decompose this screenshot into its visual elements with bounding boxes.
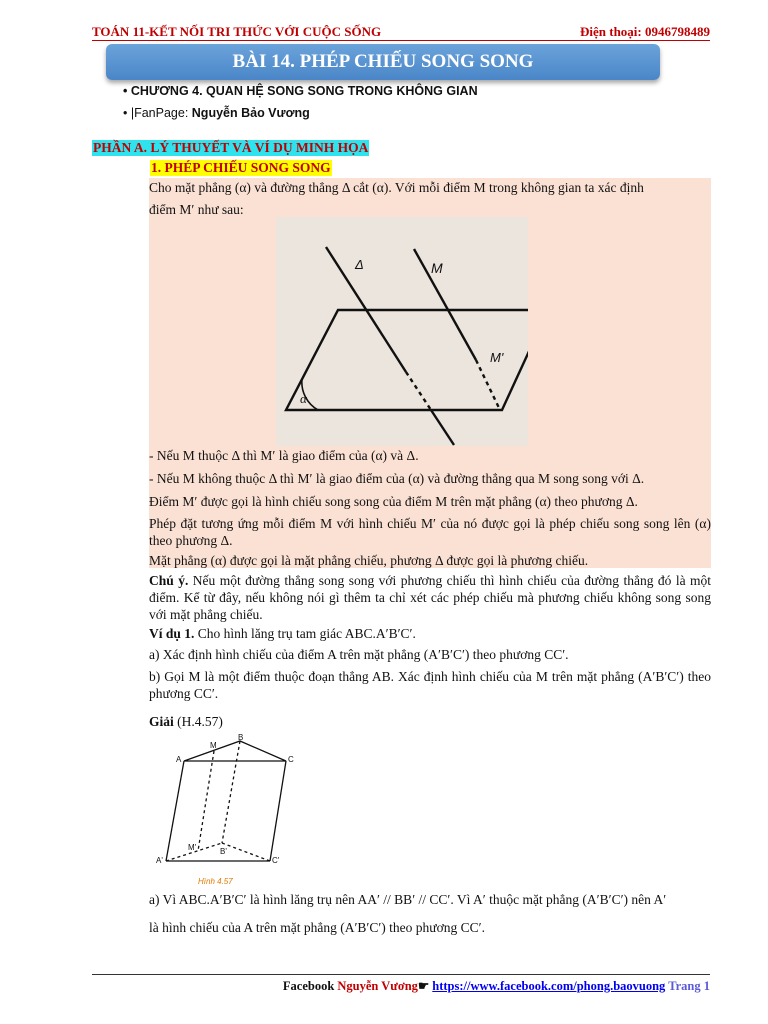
example-part-a: a) Xác định hình chiếu của điểm A trên mặt phẳng (A′B′C′) theo phương CC′.	[149, 647, 569, 662]
fanpage-prefix: • |FanPage:	[123, 106, 192, 120]
delta-label: Δ	[355, 257, 364, 272]
pointing-hand-icon: ☛	[417, 979, 433, 993]
definition-3: Mặt phẳng (α) được gọi là mặt phẳng chiếu, phương Δ được gọi là phương chiếu.	[149, 553, 589, 568]
note-paragraph	[149, 572, 711, 623]
m-line-dashed	[476, 360, 500, 410]
edge-b-c-bottom	[222, 843, 270, 861]
projection-figure	[276, 217, 528, 446]
footer	[283, 978, 710, 994]
fanpage-name: Nguyễn Bảo Vương	[191, 106, 310, 120]
label-m: M	[210, 741, 217, 750]
example-label: Ví dụ 1.	[149, 626, 195, 641]
m-line-top	[414, 249, 476, 360]
example-1	[149, 625, 711, 642]
header-course: TOÁN 11-KẾT NỐI TRI THỨC VỚI CUỘC SỐNG	[92, 24, 382, 39]
label-c-prime: C'	[272, 856, 280, 865]
rule-1: - Nếu M thuộc Δ thì M′ là giao điểm của (α) và Δ.	[149, 448, 419, 463]
header-divider	[92, 40, 710, 41]
facebook-link[interactable]: https://www.facebook.com/phong.baovuong	[432, 979, 666, 993]
delta-line-bottom	[431, 410, 454, 445]
header-phone: Điện thoại: 0946798489	[580, 24, 710, 39]
top-triangle	[184, 741, 286, 761]
m-label: M	[431, 260, 443, 276]
projection-diagram	[276, 217, 528, 446]
label-a-prime: A'	[156, 856, 163, 865]
edge-cc	[270, 761, 286, 861]
solution-a-line-2: là hình chiếu của A trên mặt phẳng (A′B′C′) theo phương CC′.	[149, 920, 485, 935]
edge-mm	[198, 751, 214, 851]
figure-caption: Hình 4.57	[198, 877, 233, 886]
solution-a-line-1: a) Vì ABC.A′B′C′ là hình lăng trụ nên AA′ // BB′ // CC′. Vì A′ thuộc mặt phẳng (A′B′C′) nên A′	[149, 892, 667, 907]
footer-facebook: Facebook	[282, 979, 338, 993]
rule-2: - Nếu M không thuộc Δ thì M′ là giao điểm của (α) và đường thẳng qua M song song với Δ.	[149, 471, 645, 486]
example-text: Cho hình lăng trụ tam giác ABC.A′B′C′.	[197, 626, 416, 641]
solution-ref: (H.4.57)	[177, 714, 223, 729]
delta-line-dashed	[406, 372, 431, 410]
intro-line-2: điểm M′ như sau:	[149, 202, 244, 217]
prism-figure	[154, 733, 296, 889]
example-part-b: b) Gọi M là một điểm thuộc đoạn thẳng AB. Xác định hình chiếu của M trên mặt phẳng (A′B′C′) theo phương CC′.	[149, 669, 711, 701]
label-c: C	[288, 755, 294, 764]
part-a-heading: PHẦN A. LÝ THUYẾT VÀ VÍ DỤ MINH HỌA	[93, 140, 369, 155]
label-b-prime: B'	[220, 847, 227, 856]
footer-author: Nguyễn Vương	[337, 979, 418, 993]
page-number: Trang 1	[665, 979, 710, 993]
note-label: Chú ý.	[149, 573, 189, 588]
note-text: Nếu một đường thẳng song song với phương chiếu thì hình chiếu của đường thẳng đó là một điểm. Kể từ đây, nếu không nói gì thêm ta chỉ xét các phép chiếu mà phương chiếu không song song với mặt phẳng chiếu.	[149, 573, 712, 622]
solution-heading	[149, 713, 711, 730]
edge-bb	[222, 741, 240, 843]
m-prime-label: M'	[490, 350, 504, 365]
chapter-bullet: • CHƯƠNG 4. QUAN HỆ SONG SONG TRONG KHÔNG GIAN	[123, 84, 478, 98]
solution-label: Giải	[149, 714, 174, 729]
label-b: B	[238, 733, 244, 742]
prism-diagram	[154, 733, 296, 889]
label-a: A	[176, 755, 182, 764]
edge-aa	[166, 761, 184, 861]
definition-2: Phép đặt tương ứng mỗi điểm M với hình chiếu M′ của nó được gọi là phép chiếu song song lên (α) theo phương Δ.	[149, 516, 711, 548]
definition-1: Điểm M′ được gọi là hình chiếu song song của điểm M trên mặt phẳng (α) theo phương Δ.	[149, 494, 638, 509]
section-1-heading: 1. PHÉP CHIẾU SONG SONG	[151, 160, 331, 175]
label-m-prime: M'	[188, 843, 197, 852]
intro-line-1: Cho mặt phẳng (α) và đường thẳng Δ cắt (α). Với mỗi điểm M trong không gian ta xác định	[149, 180, 644, 195]
lesson-title: BÀI 14. PHÉP CHIẾU SONG SONG	[106, 44, 660, 80]
alpha-label: α	[300, 391, 307, 406]
fanpage-bullet	[123, 106, 310, 120]
footer-divider	[92, 974, 710, 975]
